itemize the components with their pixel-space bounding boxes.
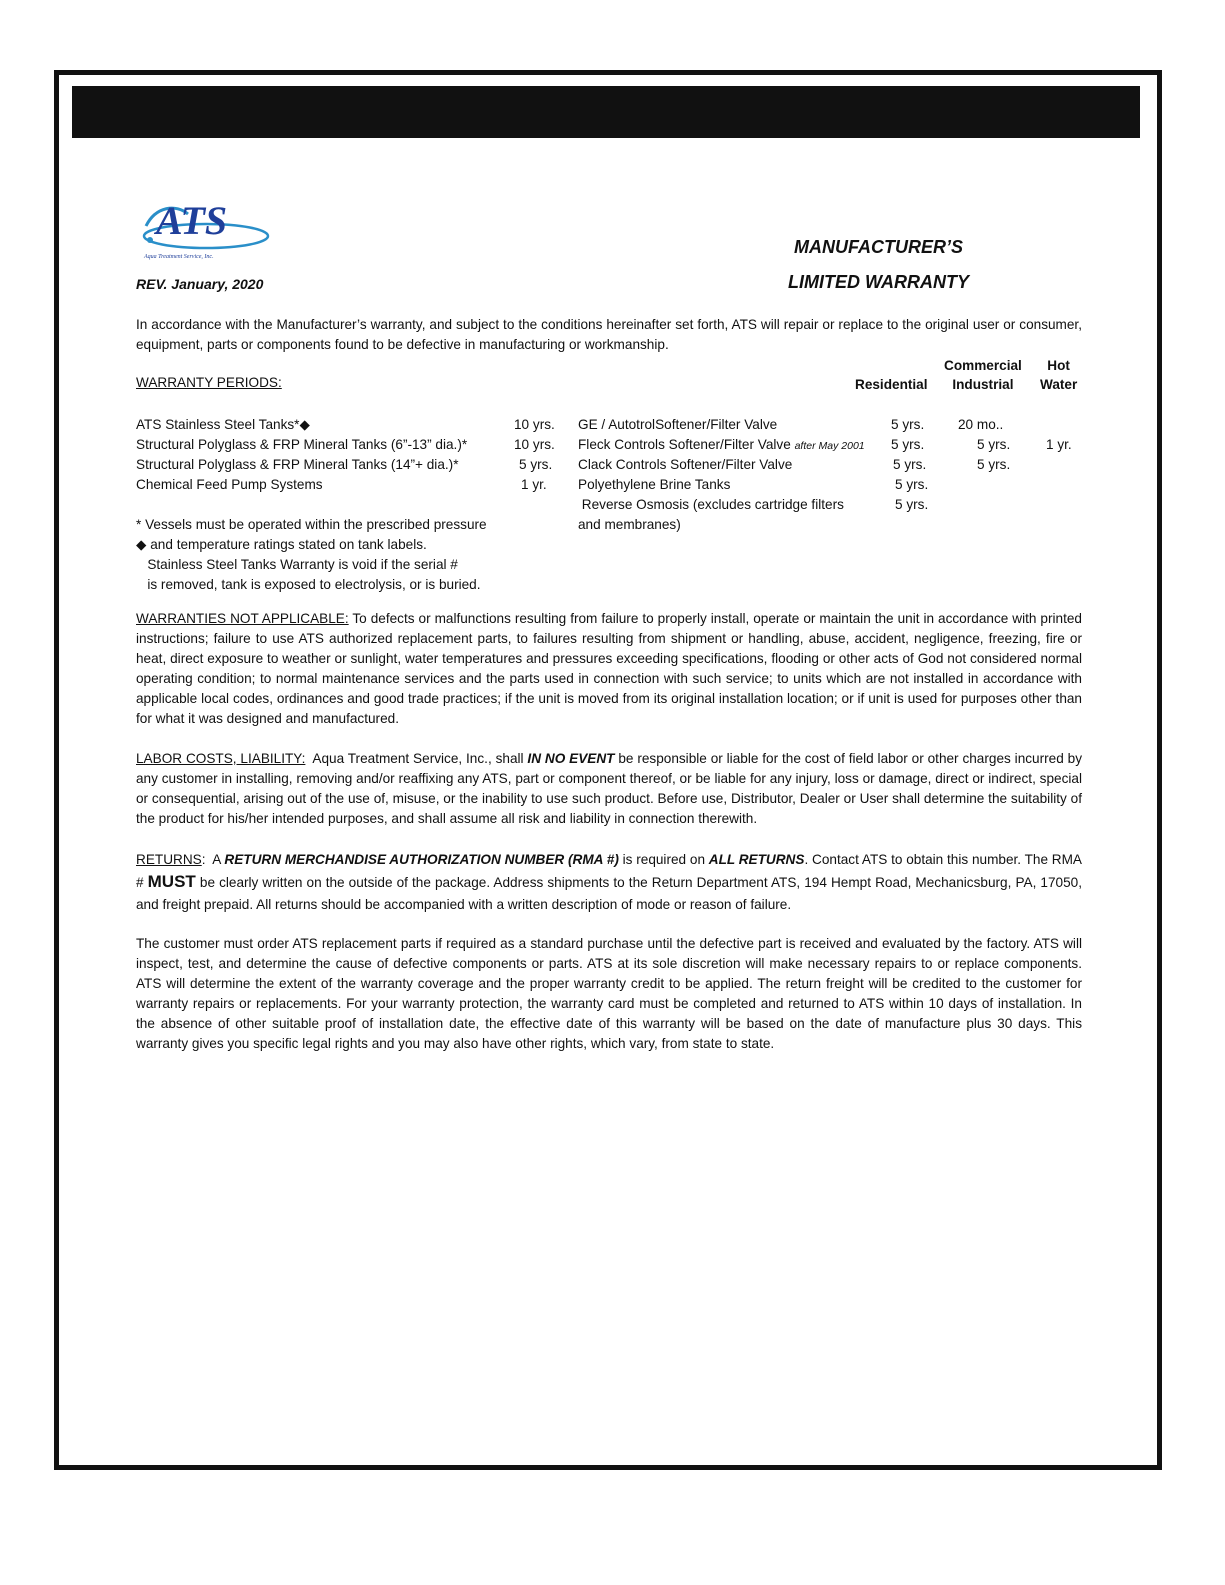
col-hot-water: Hot Water (1040, 358, 1078, 392)
right-item-residential: 5 yrs. (895, 477, 929, 492)
right-item-residential: 5 yrs. (893, 457, 927, 472)
left-item-name: Chemical Feed Pump Systems (136, 477, 323, 492)
right-item-residential: 5 yrs. (891, 417, 925, 432)
right-item-name: GE / AutotrolSoftener/Filter Valve (578, 417, 778, 432)
labor-heading: LABOR COSTS, LIABILITY: (136, 751, 306, 766)
footnote: ◆ and temperature ratings stated on tank labels. (136, 537, 427, 552)
returns-heading: RETURNS (136, 852, 202, 867)
returns-paragraph: RETURNS: A RETURN MERCHANDISE AUTHORIZATION NUMBER (RMA #) is required on ALL RETURNS. Contact ATS to obtain this number. The RMA # MUST be clearly written on the outside of the package. Address shipments to the Return Department ATS, 194 Hempt Road, Mechanicsburg, PA, 17050, and freight prepaid. All returns should be accompanied with a written description of mode or reason of failure. (136, 852, 1083, 912)
right-item-name: Polyethylene Brine Tanks (578, 477, 731, 492)
left-item-years: 10 yrs. (514, 417, 555, 432)
right-item-name: Fleck Controls Softener/Filter Valve after May 2001 (578, 437, 865, 452)
labor-paragraph: LABOR COSTS, LIABILITY: Aqua Treatment Service, Inc., shall IN NO EVENT be responsible or liable for the cost of field labor or other charges incurred by any customer in installing, removing and/or reaffixing any ATS, part or component thereof, or be liable for any injury, loss or damage, direct or indirect, special or consequential, arising out of the use of, misuse, or the inability to use such product. Before use, Distributor, Dealer or User shall determine the suitability of the product for his/her intended purposes, and shall assume all risk and liability in connection therewith. (136, 751, 1083, 826)
revision-date: REV. January, 2020 (136, 276, 264, 292)
ro-line-2: and membranes) (578, 517, 681, 532)
ats-logo (136, 196, 274, 260)
right-item-name: Reverse Osmosis (excludes cartridge filters (578, 497, 844, 512)
right-item-hot: 1 yr. (1046, 437, 1072, 452)
intro-paragraph: In accordance with the Manufacturer’s warranty, and subject to the conditions hereinafter set forth, ATS will repair or replace to the original user or consumer, equipment, parts or components found to be defective in manufacturing or workmanship. (136, 317, 1082, 352)
not-applicable-heading: WARRANTIES NOT APPLICABLE: (136, 611, 349, 626)
right-item-commercial: 5 yrs. (977, 457, 1011, 472)
svg-text:Aqua Treatment Service, Inc.: Aqua Treatment Service, Inc. (144, 254, 214, 260)
col-residential: Residential (855, 377, 928, 392)
title-line-1: MANUFACTURER’S (794, 237, 963, 257)
left-item-years: 5 yrs. (519, 457, 553, 472)
footnote: Stainless Steel Tanks Warranty is void if the serial # (136, 557, 458, 572)
left-item-years: 1 yr. (521, 477, 547, 492)
right-item-name: Clack Controls Softener/Filter Valve (578, 457, 793, 472)
footnote: * Vessels must be operated within the prescribed pressure (136, 517, 487, 532)
title-line-2: LIMITED WARRANTY (788, 272, 969, 292)
right-item-commercial: 20 mo.. (958, 417, 1004, 432)
header-bar (72, 86, 1140, 138)
col-commercial: Commercial Industrial (944, 358, 1022, 392)
right-item-commercial: 5 yrs. (977, 437, 1011, 452)
left-item-name: Structural Polyglass & FRP Mineral Tanks (6”-13” dia.)* (136, 437, 468, 452)
right-item-residential: 5 yrs. (895, 497, 929, 512)
warranty-periods-heading: WARRANTY PERIODS: (136, 375, 282, 390)
right-item-residential: 5 yrs. (891, 437, 925, 452)
svg-text:ATS: ATS (156, 198, 228, 243)
footnote: is removed, tank is exposed to electrolysis, or is buried. (136, 577, 481, 592)
not-applicable-paragraph: WARRANTIES NOT APPLICABLE: To defects or malfunctions resulting from failure to properly install, operate or maintain the unit in accordance with printed instructions; failure to use ATS authorized replacement parts, to failures resulting from shipment or handling, abuse, accident, negligence, freezing, fire or heat, direct exposure to weather or sunlight, water temperatures and pressures exceeding specifications, flooding or other acts of God not considered normal operating condition; to normal maintenance services and the parts used in connection with such service; to units which are not installed in accordance with applicable local codes, ordinances and good trade practices; if the unit is moved from its original installation location; or if unit is used for purposes other than for what it was designed and manufactured. (136, 611, 1082, 726)
left-item-years: 10 yrs. (514, 437, 555, 452)
left-item-name: Structural Polyglass & FRP Mineral Tanks (14”+ dia.)* (136, 457, 459, 472)
left-item-name: ATS Stainless Steel Tanks*◆ (136, 417, 310, 432)
final-paragraph: The customer must order ATS replacement parts if required as a standard purchase until the defective part is received and evaluated by the factory. ATS will inspect, test, and determine the cause of defective components or parts. ATS at its sole discretion will make necessary repairs to or replace components. ATS will determine the extent of the warranty coverage and the proper warranty credit to be applied. The return freight will be credited to the customer for warranty repairs or replacements. For your warranty protection, the warranty card must be completed and returned to ATS within 10 days of installation. In the absence of other suitable proof of installation date, the effective date of this warranty will be based on the date of manufacture plus 30 days. This warranty gives you specific legal rights and you may also have other rights, which vary, from state to state. (136, 936, 1082, 1051)
